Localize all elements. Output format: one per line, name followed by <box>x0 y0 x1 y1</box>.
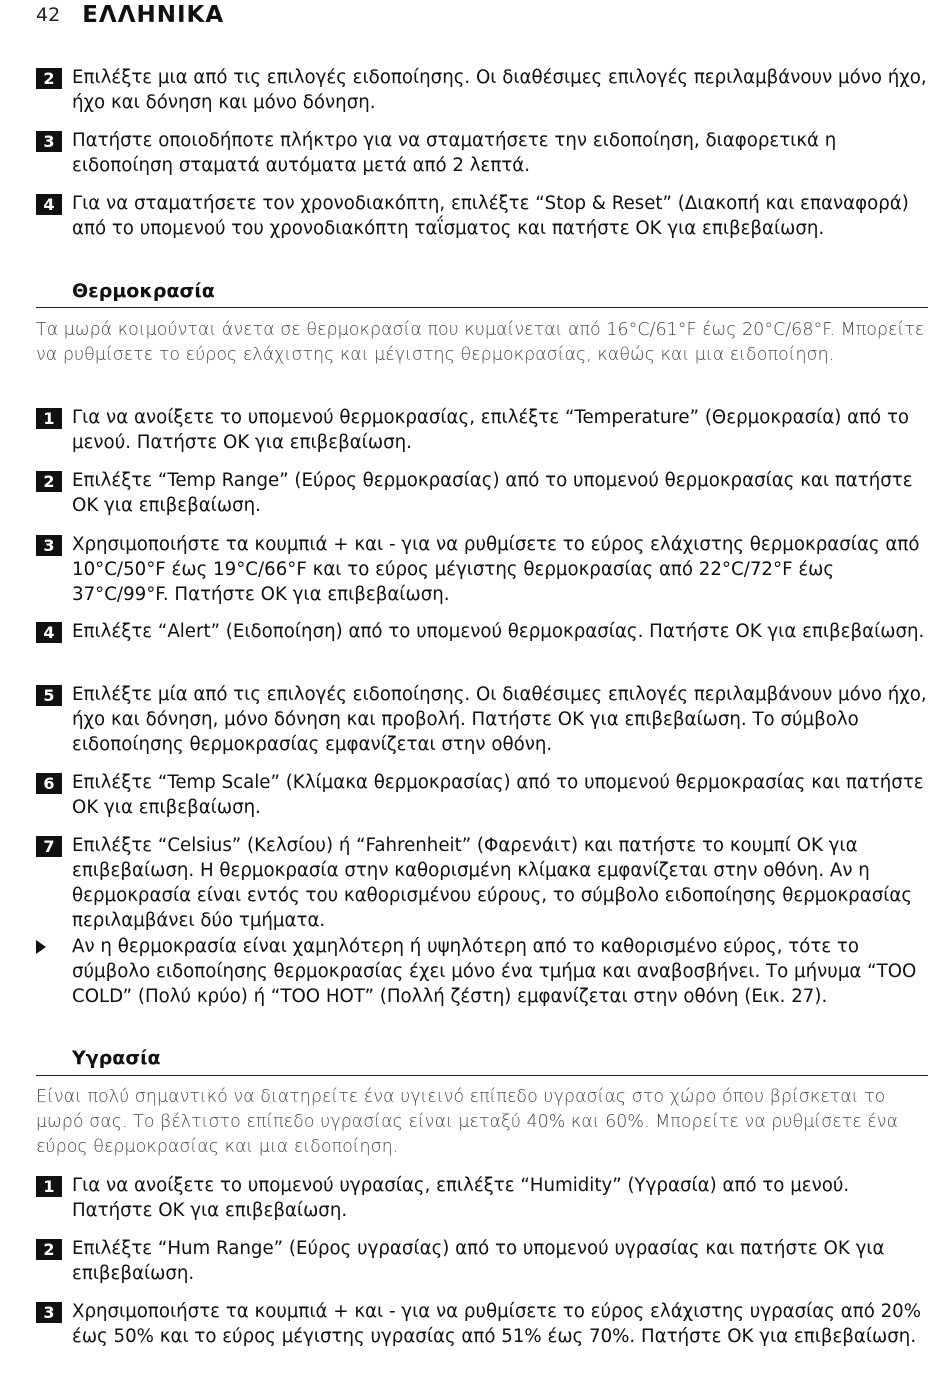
step-number: 2 <box>36 471 62 492</box>
step-number: 3 <box>36 131 62 152</box>
step-text: Επιλέξτε μια από τις επιλογές ειδοποίησης. Οι διαθέσιμες επιλογές περιλαμβάνουν μόνο ήχο, ήχο και δόνηση και μόνο δόνηση. <box>72 67 927 113</box>
step-text: Για να σταματήσετε τον χρονοδιακόπτη, επιλέξτε “Stop & Reset” (Διακοπή και επαναφορά) από το υπομενού του χρονοδιακόπτη ταΐσματος και πατήστε OK για επιβεβαίωση. <box>72 193 909 239</box>
step-item <box>36 1299 928 1349</box>
step-item <box>36 770 928 820</box>
step-text: Επιλέξτε “Alert” (Ειδοποίηση) από το υπομενού θερμοκρασίας. Πατήστε OK για επιβεβαίωση. <box>72 621 925 642</box>
page-number: 42 <box>36 4 61 26</box>
step-item <box>36 833 928 933</box>
step-text: Χρησιμοποιήστε τα κουμπιά + και - για να ρυθμίσετε το εύρος ελάχιστης υγρασίας από 20% έως 50% και το εύρος μέγιστης υγρασίας από 51% έως 70%. Πατήστε OK για επιβεβαίωση. <box>72 1301 922 1347</box>
bullet-text: Αν η θερμοκρασία είναι χαμηλότερη ή υψηλότερη από το καθορισμένο εύρος, τότε το σύμβολο ειδοποίησης θερμοκρασίας έχει μόνο ένα τμήμα και αναβοσβήνει. Το μήνυμα “TOO COLD” (Πολύ κρύο) ή “TOO HOT” (Πολλή ζέστη) εμφανίζεται στην οθόνη (Εικ. 27). <box>72 936 917 1007</box>
step-number: 2 <box>36 68 62 89</box>
step-number: 4 <box>36 194 62 215</box>
result-bullet <box>36 934 928 1009</box>
step-text: Χρησιμοποιήστε τα κουμπιά + και - για να ρυθμίσετε το εύρος ελάχιστης θερμοκρασίας από 10°C/50°F έως 19°C/66°F και το εύρος μέγιστης θερμοκρασίας από 22°C/72°F έως 37°C/99°F. Πατήστε OK για επιβεβαίωση. <box>72 534 920 605</box>
section-heading-humidity: Υγρασία <box>72 1047 161 1069</box>
page-header <box>36 0 224 30</box>
step-item <box>36 191 928 241</box>
step-item <box>36 532 928 607</box>
step-number: 5 <box>36 685 62 706</box>
step-item <box>36 128 928 178</box>
step-item <box>36 65 928 115</box>
step-item <box>36 1236 928 1286</box>
step-item <box>36 619 928 644</box>
step-text: Επιλέξτε “Celsius” (Κελσίου) ή “Fahrenheit” (Φαρενάιτ) και πατήστε το κουμπί OK για επιβεβαίωση. Η θερμοκρασία στην καθορισμένη κλίμακα εμφανίζεται στην οθόνη. Αν η θερμοκρασία είναι εντός του καθορισμένου εύρους, το σύμβολο ειδοποίησης θερμοκρασίας περιλαμβάνει δύο τμήματα. <box>72 835 913 931</box>
step-number: 1 <box>36 1176 62 1197</box>
step-text: Για να ανοίξετε το υπομενού υγρασίας, επιλέξτε “Humidity” (Υγρασία) από το μενού. Πατήστε OK για επιβεβαίωση. <box>72 1175 850 1221</box>
step-text: Επιλέξτε “Temp Range” (Εύρος θερμοκρασίας) από το υπομενού θερμοκρασίας και πατήστε OK για επιβεβαίωση. <box>72 470 913 516</box>
language-title: ΕΛΛΗΝΙΚΑ <box>82 2 225 28</box>
bullet-triangle-icon <box>36 940 46 954</box>
step-text: Επιλέξτε μία από τις επιλογές ειδοποίησης. Οι διαθέσιμες επιλογές περιλαμβάνουν μόνο ήχο, ήχο και δόνηση, μόνο δόνηση και προβολή. Πατήστε OK για επιβεβαίωση. Το σύμβολο ειδοποίησης θερμοκρασίας εμφανίζεται στην οθόνη. <box>72 684 927 755</box>
step-text: Επιλέξτε “Hum Range” (Εύρος υγρασίας) από το υπομενού υγρασίας και πατήστε OK για επιβεβαίωση. <box>72 1238 885 1284</box>
humidity-intro: Είναι πολύ σημαντικό να διατηρείτε ένα υγιεινό επίπεδο υγρασίας στο χώρο όπου βρίσκεται το μωρό σας. Το βέλτιστο επίπεδο υγρασίας είναι μεταξύ 40% και 60%. Μπορείτε να ρυθμίσετε ένα εύρος θερμοκρασίας και μια ειδοποίηση. <box>36 1087 899 1157</box>
step-item <box>36 1173 928 1223</box>
step-number: 2 <box>36 1239 62 1260</box>
step-number: 6 <box>36 773 62 794</box>
step-number: 3 <box>36 535 62 556</box>
step-item <box>36 682 928 757</box>
section-divider <box>36 1075 928 1076</box>
step-number: 1 <box>36 408 62 429</box>
step-text: Για να ανοίξετε το υπομενού θερμοκρασίας, επιλέξτε “Temperature” (Θερμοκρασία) από το μενού. Πατήστε OK για επιβεβαίωση. <box>72 407 910 453</box>
temperature-intro: Τα μωρά κοιμούνται άνετα σε θερμοκρασία που κυμαίνεται από 16°C/61°F έως 20°C/68°F. Μπορείτε να ρυθμίσετε το εύρος ελάχιστης και μέγιστης θερμοκρασίας, καθώς και μια ειδοποίηση. <box>36 320 925 365</box>
step-number: 4 <box>36 622 62 643</box>
step-item <box>36 405 928 455</box>
section-heading-temperature: Θερμοκρασία <box>72 280 215 302</box>
section-divider <box>36 307 928 308</box>
step-number: 7 <box>36 836 62 857</box>
step-text: Επιλέξτε “Temp Scale” (Κλίμακα θερμοκρασίας) από το υπομενού θερμοκρασίας και πατήστε OK για επιβεβαίωση. <box>72 772 924 818</box>
step-number: 3 <box>36 1302 62 1323</box>
step-item <box>36 468 928 518</box>
step-text: Πατήστε οποιοδήποτε πλήκτρο για να σταματήσετε την ειδοποίηση, διαφορετικά η ειδοποίηση σταματά αυτόματα μετά από 2 λεπτά. <box>72 130 837 176</box>
